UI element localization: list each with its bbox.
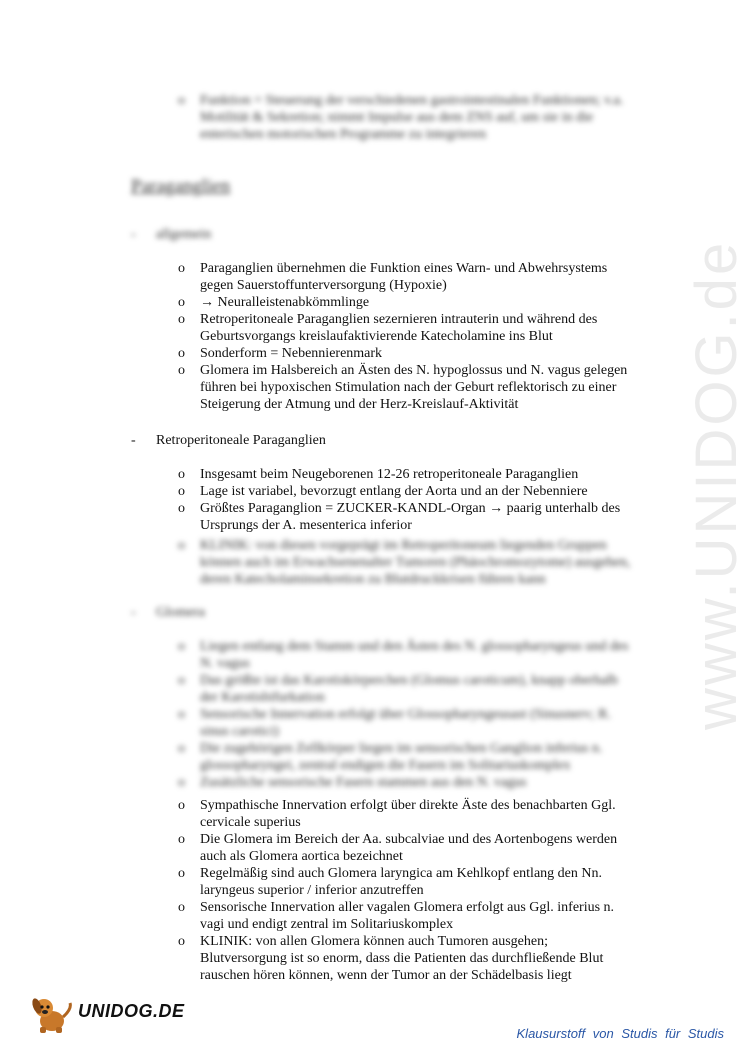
list-item-text: Sympathische Innervation erfolgt über direkte Äste des benachbarten Ggl. cervicale superius (200, 798, 616, 830)
subsection-label: Glomera (156, 605, 205, 620)
dog-icon (30, 995, 76, 1035)
list-item-text: Die zugehörigen Zellkörper liegen im sensorischen Ganglion inferius n. glossopharyngei, zentral endigen die Fasern im Solitariuskomplex (200, 741, 603, 773)
bullet: o (178, 312, 185, 327)
bullet: o (178, 484, 185, 499)
glomera-blurred-list (178, 638, 638, 791)
list-item-text: Regelmäßig sind auch Glomera laryngica am Kehlkopf entlang den Nn. laryngeus superior / inferior anzutreffen (200, 866, 602, 898)
list-item (178, 797, 638, 831)
dash-bullet: - (131, 605, 136, 620)
list-item-text: Sensorische Innervation aller vagalen Glomera erfolgt aus Ggl. inferius n. vagi und endigt zentral im Solitariuskomplex (200, 900, 615, 932)
list-item (178, 706, 638, 740)
footer-tagline: Klausurstoff von Studis für Studis (516, 1026, 724, 1041)
list-item-text: Liegen entlang dem Stamm und den Ästen des N. glossopharyngeus und des N. vagus (200, 639, 629, 671)
top-list (178, 92, 638, 143)
bullet: o (178, 900, 185, 915)
list-item-text: Zusätzliche sensorische Fasern stammen aus den N. vagus (200, 775, 527, 790)
bullet: o (178, 639, 185, 654)
list-item-text: Glomera im Halsbereich an Ästen des N. hypoglossus und N. vagus gelegen führen bei hypoxischen Stimulation nach der Geburt reflektorisch zu einer Steigerung der Atmung und der Herz-Kreislauf-Aktivität (200, 363, 628, 412)
bullet: o (178, 707, 185, 722)
list-item-text: Das größte ist das Karotiskörperchen (Glomus caroticum), knapp oberhalb der Karotisbifurkation (200, 673, 618, 705)
list-item-text: Retroperitoneale Paraganglien sezernieren intrauterin und während des Geburtsvorgangs kreislaufaktivierende Katecholamine ins Blut (200, 312, 598, 344)
list-item-text: KLINIK: von allen Glomera können auch Tumoren ausgehen; Blutversorgung ist so enorm, dass die Patienten das durchfließende Blut rauschen hören können, wenn der Tumor an der Schädelbasis liegt (200, 934, 604, 983)
list-item (178, 865, 638, 899)
list-item (178, 500, 638, 534)
bullet: o (178, 93, 185, 108)
section-heading: Paraganglien (131, 176, 231, 197)
bullet: o (178, 673, 185, 688)
watermark: www.UNIDOG.de (684, 239, 749, 730)
list-item (178, 774, 638, 791)
bullet: o (178, 467, 185, 482)
list-item-text: Größtes Paraganglion = ZUCKER-KANDL-Organ → paarig unterhalb des Ursprungs der A. mesenterica inferior (200, 501, 621, 533)
bullet: o (178, 934, 185, 949)
bullet: o (178, 775, 185, 790)
list-item-text: Sensorische Innervation erfolgt über Glossopharyngeusast (Sinusnerv; R. sinus carotici) (200, 707, 611, 739)
list-item (178, 933, 638, 984)
glomera-list (178, 797, 638, 984)
unidog-logo[interactable] (30, 995, 185, 1035)
subsection-label: Retroperitoneale Paraganglien (156, 433, 326, 448)
bullet: o (178, 832, 185, 847)
logo-text: UNIDOG.DE (78, 1001, 185, 1021)
list-item (178, 537, 638, 588)
bullet: o (178, 295, 185, 310)
list-item (178, 362, 638, 413)
allgemein-list (178, 260, 638, 413)
bullet: o (178, 261, 185, 276)
list-item (178, 311, 638, 345)
list-item (178, 92, 638, 143)
list-item-text: KLINIK: von diesen vorgeprägt im Retroperitoneum liegenden Gruppen können auch im Erwachsenenalter Tumoren (Phäochromozytome) ausgehen, deren Katecholaminsekretion zu Blutdruckkrisen führen kann (200, 538, 631, 587)
retro-list (178, 466, 638, 534)
list-item-text: Funktion = Steuerung der verschiedenen gastrointestinalen Funktionen; v.a. Motilität & Sekretion; nimmt Impulse aus dem ZNS auf, um sie in die enterischen motorischen Programme zu integrieren (200, 93, 624, 142)
bullet: o (178, 866, 185, 881)
retro-blurred-list (178, 537, 638, 588)
list-item (178, 899, 638, 933)
list-item (178, 260, 638, 294)
bullet: o (178, 501, 185, 516)
list-item (178, 345, 638, 362)
list-item (178, 483, 638, 500)
dash-bullet: - (131, 227, 136, 242)
bullet: o (178, 798, 185, 813)
list-item (178, 672, 638, 706)
list-item (178, 294, 638, 311)
list-item-text: → Neuralleistenabkömmlinge (200, 295, 370, 310)
bullet: o (178, 346, 185, 361)
dash-bullet: - (131, 433, 136, 448)
subsection-label: allgemein (156, 227, 212, 242)
list-item-text: Sonderform = Nebennierenmark (200, 346, 383, 361)
bullet: o (178, 741, 185, 756)
bullet: o (178, 538, 185, 553)
list-item-text: Die Glomera im Bereich der Aa. subcalviae und des Aortenbogens werden auch als Glomera aortica bezeichnet (200, 832, 618, 864)
list-item (178, 466, 638, 483)
list-item (178, 740, 638, 774)
list-item (178, 831, 638, 865)
bullet: o (178, 363, 185, 378)
list-item (178, 638, 638, 672)
list-item-text: Lage ist variabel, bevorzugt entlang der Aorta und an der Nebenniere (200, 484, 588, 499)
list-item-text: Paraganglien übernehmen die Funktion eines Warn- und Abwehrsystems gegen Sauerstoffunterversorgung (Hypoxie) (200, 261, 608, 293)
list-item-text: Insgesamt beim Neugeborenen 12-26 retroperitoneale Paraganglien (200, 467, 579, 482)
